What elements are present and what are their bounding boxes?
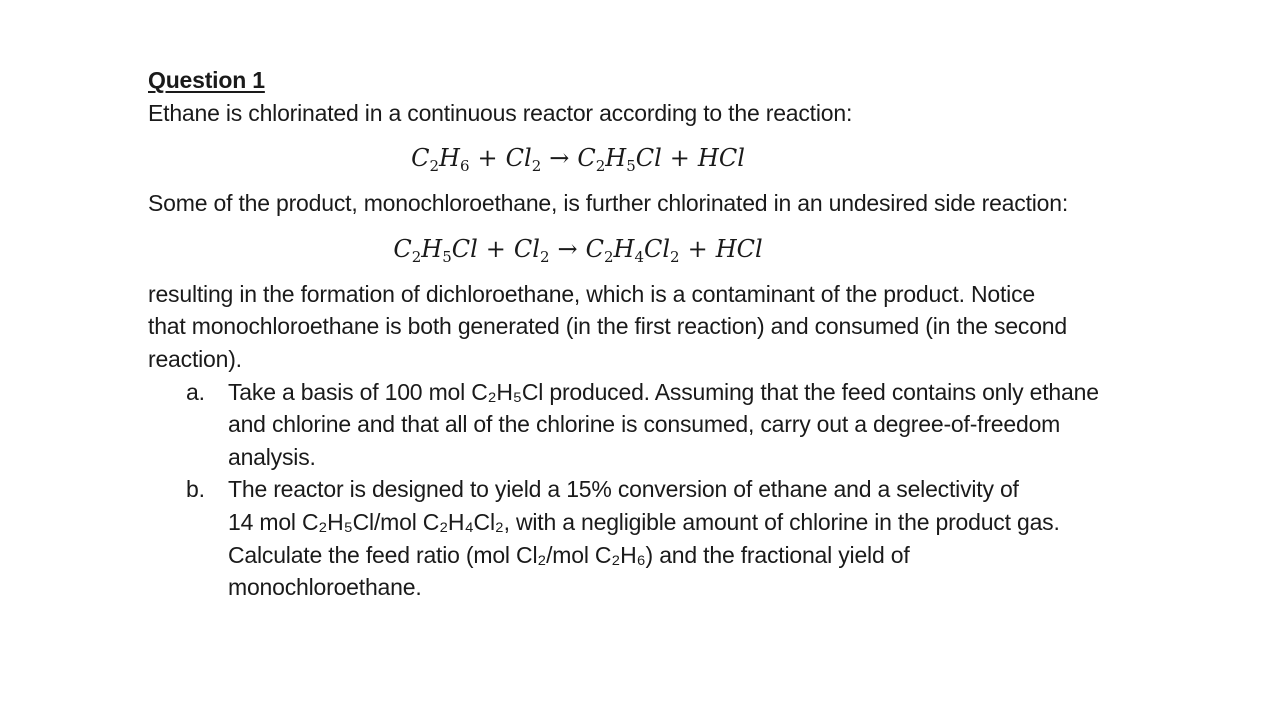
part-line: 14 mol C₂H₅Cl/mol C₂H₄Cl₂, with a negligible amount of chlorine in the product gas. [228,508,1060,535]
hcl-formula: HCl [715,234,763,263]
part-line: Calculate the feed ratio (mol Cl₂/mol C₂H₆) and the fractional yield of [228,541,910,568]
reaction-arrow: → [557,234,578,263]
reaction-arrow: → [549,144,570,173]
part-line: monochloroethane. [228,574,422,601]
part-line: and chlorine and that all of the chlorine is consumed, carry out a degree-of-freedom [228,411,1061,438]
question-document [148,64,1188,604]
dichloroethane-formula: $C_2H_4Cl_2$ [585,234,680,266]
explanation-text [148,278,1188,376]
plus-sign: + [477,144,498,173]
chlorine-formula: $Cl_2$ [505,144,542,176]
chlorine-formula: $Cl_2$ [513,234,550,266]
list-marker: b. [186,476,205,503]
plus-sign: + [669,144,690,173]
plus-sign: + [687,234,708,263]
side-reaction-intro: Some of the product, monochloroethane, is further chlorinated in an undesired side reaction: [148,190,1069,217]
intro-text: Ethane is chlorinated in a continuous reactor according to the reaction: [148,99,853,126]
part-line: analysis. [228,443,316,470]
question-part-a [148,376,1188,474]
explanation-line: reaction). [148,345,242,372]
list-marker: a. [186,378,205,405]
question-part-b [148,473,1188,603]
plus-sign: + [485,234,506,263]
explanation-line: that monochloroethane is both generated (in the first reaction) and consumed (in the second [148,313,1067,340]
question-parts-list [148,376,1188,604]
reaction-1-equation [148,142,1008,174]
part-line: Take a basis of 100 mol C₂H₅Cl produced. Assuming that the feed contains only ethane [228,378,1099,405]
monochloroethane-formula: $C_2H_5Cl$ [577,144,662,176]
monochloroethane-formula: $C_2H_5Cl$ [393,234,478,266]
reaction-2-equation [148,233,1008,265]
part-line: The reactor is designed to yield a 15% conversion of ethane and a selectivity of [228,476,1019,503]
ethane-formula: $C_2H_6$ [411,144,470,176]
explanation-line: resulting in the formation of dichloroethane, which is a contaminant of the product. Notice [148,280,1035,307]
question-title: Question 1 [148,67,265,93]
hcl-formula: HCl [697,144,745,173]
